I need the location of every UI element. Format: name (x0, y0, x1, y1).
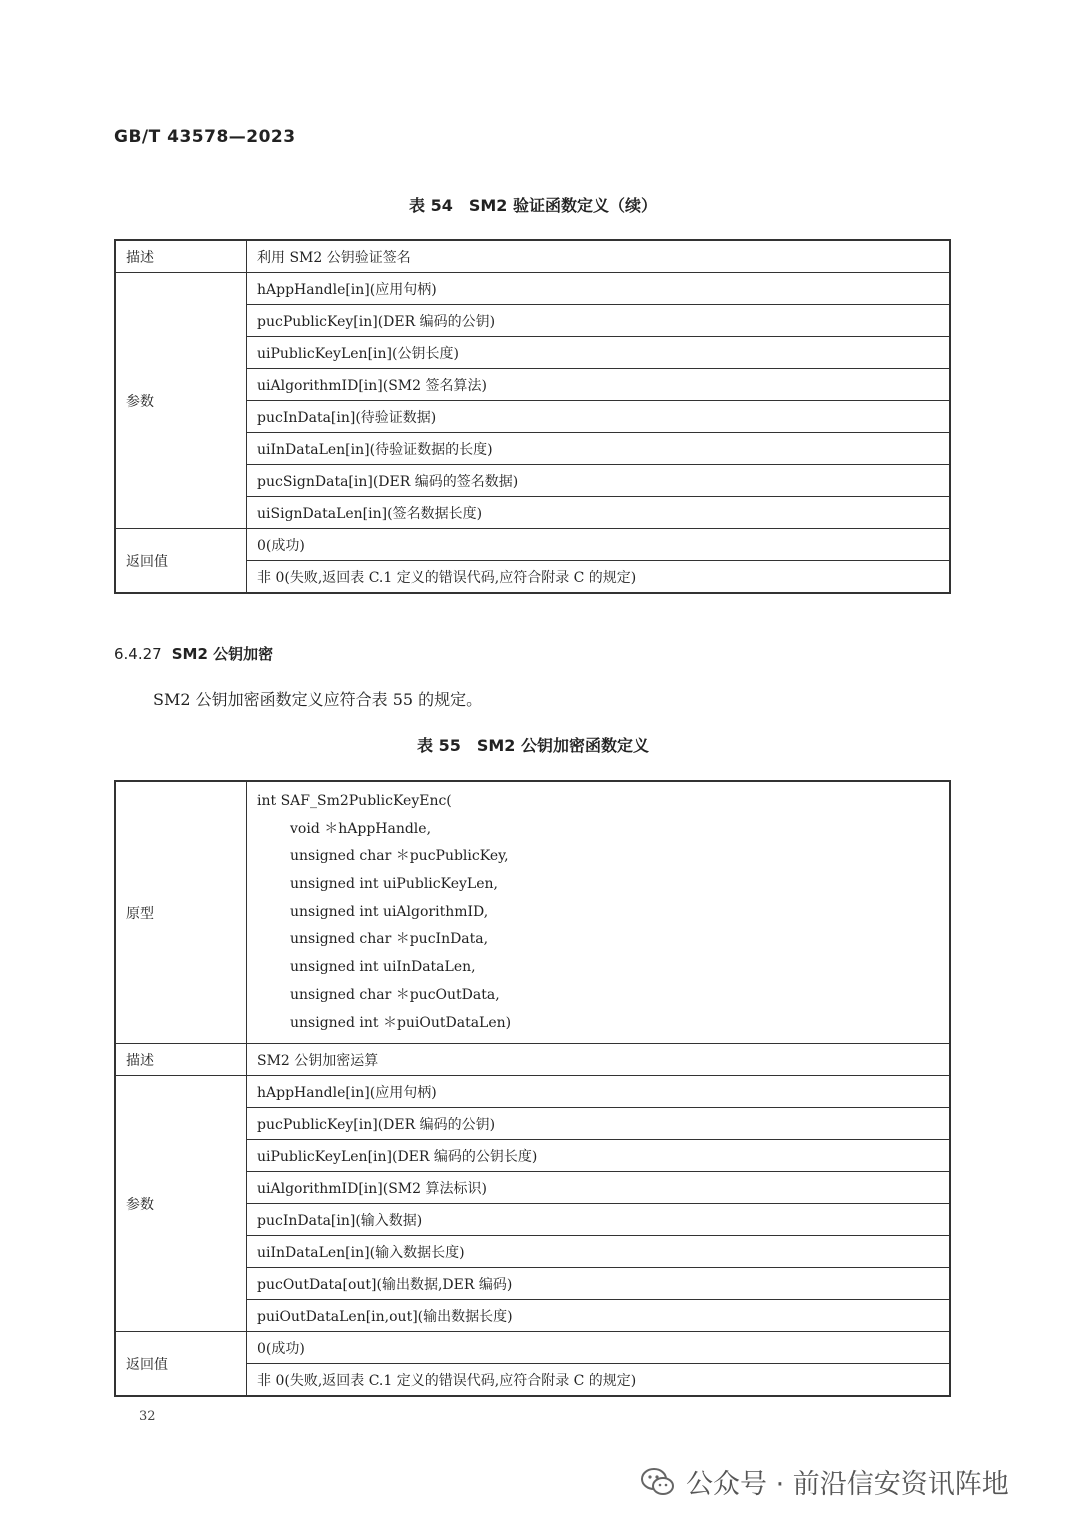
param-cell: pucInData[in](输入数据) (247, 1204, 951, 1236)
watermark-text: 公众号 · 前沿信安资讯阵地 (686, 1469, 1009, 1500)
section-title: SM2 公钥加密 (171, 645, 274, 663)
param-cell: uiInDataLen[in](待验证数据的长度) (247, 433, 951, 465)
table-row (115, 1044, 950, 1076)
page-number: 32 (139, 1409, 156, 1424)
prototype-line: unsigned int uiInDataLen, (290, 959, 476, 976)
prototype-code (247, 781, 951, 1044)
prototype-line: unsigned int uiPublicKeyLen, (290, 876, 498, 893)
param-cell: pucSignData[in](DER 编码的签名数据) (247, 465, 951, 497)
prototype-line: int SAF_Sm2PublicKeyEnc( (257, 793, 452, 809)
table-row (115, 273, 950, 305)
param-cell: puiOutDataLen[in,out](输出数据长度) (247, 1300, 951, 1332)
param-cell: pucInData[in](待验证数据) (247, 401, 951, 433)
prototype-line: unsigned int uiAlgorithmID, (290, 903, 489, 920)
param-cell: uiPublicKeyLen[in](公钥长度) (247, 337, 951, 369)
param-cell: uiSignDataLen[in](签名数据长度) (247, 497, 951, 529)
table-row (115, 529, 950, 561)
description-label: 描述 (115, 1044, 247, 1076)
prototype-line: void ＊hAppHandle, (290, 820, 432, 837)
prototype-line: unsigned int ＊puiOutDataLen) (290, 1014, 512, 1031)
table-55 (114, 780, 951, 1397)
prototype-line: unsigned char ＊pucOutData, (290, 986, 500, 1003)
return-cell: 非 0(失败,返回表 C.1 定义的错误代码,应符合附录 C 的规定) (247, 1364, 951, 1397)
prototype-line: unsigned char ＊pucPublicKey, (290, 848, 509, 865)
return-label: 返回值 (115, 1332, 247, 1397)
param-cell: uiInDataLen[in](输入数据长度) (247, 1236, 951, 1268)
description-value: 利用 SM2 公钥验证签名 (247, 240, 951, 273)
table-row (115, 1332, 950, 1364)
param-cell: pucPublicKey[in](DER 编码的公钥) (247, 1108, 951, 1140)
table-row (115, 781, 950, 1044)
param-cell: uiAlgorithmID[in](SM2 签名算法) (247, 369, 951, 401)
param-cell: pucOutData[out](输出数据,DER 编码) (247, 1268, 951, 1300)
section-number: 6.4.27 (114, 645, 162, 663)
param-cell: hAppHandle[in](应用句柄) (247, 273, 951, 305)
param-cell: uiPublicKeyLen[in](DER 编码的公钥长度) (247, 1140, 951, 1172)
table-row (115, 240, 950, 273)
table-row (115, 1076, 950, 1108)
table-54 (114, 239, 951, 594)
section-heading (114, 643, 273, 664)
table-54-title: 表 54 SM2 验证函数定义（续） (409, 196, 657, 215)
watermark (640, 1462, 1009, 1501)
description-label: 描述 (115, 240, 247, 273)
params-label: 参数 (115, 273, 247, 529)
prototype-label: 原型 (115, 781, 247, 1044)
section-paragraph: SM2 公钥加密函数定义应符合表 55 的规定。 (153, 690, 483, 709)
return-cell: 0(成功) (247, 1332, 951, 1364)
return-label: 返回值 (115, 529, 247, 594)
param-cell: uiAlgorithmID[in](SM2 算法标识) (247, 1172, 951, 1204)
table-55-title: 表 55 SM2 公钥加密函数定义 (417, 736, 649, 755)
prototype-line: unsigned char ＊pucInData, (290, 931, 489, 948)
return-cell: 非 0(失败,返回表 C.1 定义的错误代码,应符合附录 C 的规定) (247, 561, 951, 594)
param-cell: pucPublicKey[in](DER 编码的公钥) (247, 305, 951, 337)
params-label: 参数 (115, 1076, 247, 1332)
description-value: SM2 公钥加密运算 (247, 1044, 951, 1076)
param-cell: hAppHandle[in](应用句柄) (247, 1076, 951, 1108)
standard-code: GB/T 43578—2023 (114, 127, 296, 147)
return-cell: 0(成功) (247, 529, 951, 561)
wechat-icon (640, 1466, 676, 1498)
